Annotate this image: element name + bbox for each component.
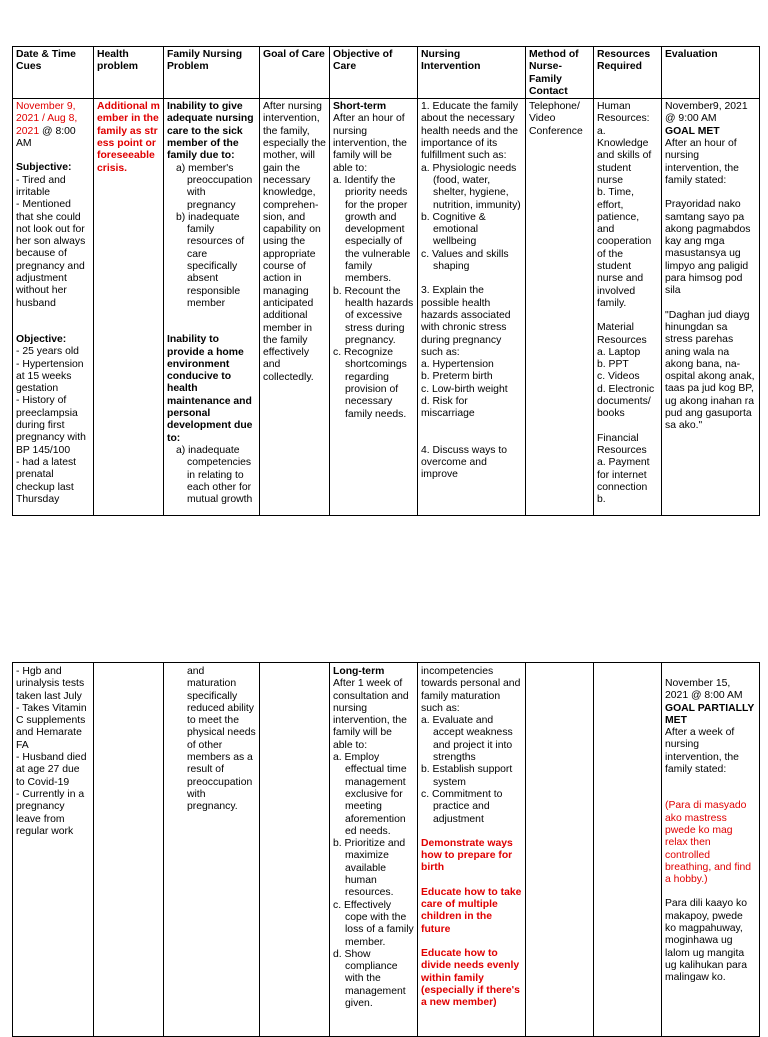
- goal-cell: [260, 99, 330, 516]
- eval-quote: "Daghan jud diayg hinungdan sa stress parehas aning wala na akong bana, na-ospital akong anak, taas pa jud kog BP, ug akong inahan ra pud ang gasuporta sa ako.": [665, 309, 755, 432]
- objective-item: - History of preeclampsia during first pregnancy with BP 145/100: [16, 395, 86, 456]
- subjective-item: - Tired and irritable: [16, 174, 66, 198]
- cue-item: - Husband died at age 27 due to Covid-19: [16, 752, 87, 788]
- intervention-4: 4. Discuss ways to overcome and improve: [421, 444, 508, 481]
- body-row: [13, 99, 760, 516]
- intervention-1-item: b. Cognitive & emotional wellbeing: [421, 211, 486, 248]
- objective-label: Objective:: [16, 333, 67, 345]
- cues-cell: [13, 663, 94, 1037]
- res-financial-item: a. Payment for internet connection: [597, 457, 650, 493]
- goal-cell: [260, 663, 330, 1037]
- intervention-3-item: c. Low-birth weight: [421, 383, 508, 395]
- fnp2-title: Inability to provide a home environment conducive to health maintenance and personal development due to:: [167, 334, 253, 444]
- intervention-3-item: a. Hypertension: [421, 359, 494, 371]
- res-material-item: b. PPT: [597, 359, 629, 371]
- subjective-item: - Mentioned that she could not look out for her son always because of pregnancy and adjustment without her husband: [16, 199, 86, 309]
- objective-cell: [330, 99, 418, 516]
- date-red: November 9, 2021 / Aug 8, 2021: [16, 101, 78, 137]
- intervention-red: Demonstrate ways how to prepare for birth: [421, 837, 513, 874]
- cues-cell: [13, 99, 94, 516]
- intervention-item: b. Establish support system: [421, 764, 513, 788]
- long-term-intro: After 1 week of consultation and nursing intervention, the family will be able to:: [333, 678, 409, 751]
- long-term-item: a. Employ effectual time management exclusive for meeting aforemention ed needs.: [333, 752, 407, 837]
- resources-cell: [594, 663, 662, 1037]
- intervention-item: a. Evaluate and accept weakness and project it into strengths: [421, 715, 513, 764]
- short-term-intro: After an hour of nursing intervention, the family will be able to:: [333, 113, 407, 174]
- evaluation-cell: [662, 99, 760, 516]
- intervention-cell: [418, 99, 526, 516]
- long-term-label: Long-term: [333, 666, 385, 677]
- fnp1-item: b) inadequate family resources of care specifically absent responsible member: [176, 211, 245, 309]
- intervention-red: Educate how to take care of multiple children in the future: [421, 886, 522, 935]
- header-health-problem: Health problem: [94, 47, 164, 99]
- family-problem-cell: [164, 99, 260, 516]
- header-objective: Objective of Care: [330, 47, 418, 99]
- family-problem-cell: [164, 663, 260, 1037]
- fnp2-item: a) inadequate competencies in relating to each other for mutual growth: [176, 444, 253, 506]
- header-intervention: Nursing Intervention: [418, 47, 526, 99]
- res-material-item: c. Videos: [597, 371, 640, 383]
- intervention-1: 1. Educate the family about the necessary health needs and the importance of its fulfillment such as:: [421, 101, 519, 162]
- eval-quote: Prayoridad nako samtang sayo pa akong pagmabdos kay ang mga masustansya ug limpyo ang paligid para himsog pod sila: [665, 199, 751, 297]
- body-row: [13, 663, 760, 1037]
- res-human-item: a. Knowledge and skills of student nurse: [597, 125, 652, 186]
- health-problem-text: Additional member in the family as stress point or foreseeable crisis.: [97, 101, 160, 174]
- cue-item: - Takes Vitamin C supplements and Hemarate FA: [16, 702, 87, 751]
- objective-item: - Hypertension at 15 weeks gestation: [16, 358, 84, 395]
- res-financial-label: Financial Resources: [597, 432, 647, 456]
- header-family-problem: Family Nursing Problem: [164, 47, 260, 99]
- res-material-label: Material Resources: [597, 322, 647, 346]
- short-term-item: b. Recount the health hazards of excessive stress during pregnancy.: [333, 285, 414, 346]
- res-material-item: d. Electronic documents/ books: [597, 383, 655, 420]
- cue-item: - Currently in a pregnancy leave from regular work: [16, 788, 85, 837]
- date-time: @ 8:00 AM: [16, 125, 76, 150]
- long-term-item: d. Show compliance with the management given.: [333, 948, 406, 1010]
- header-goal: Goal of Care: [260, 47, 330, 99]
- method-text: Telephone/ Video Conference: [529, 101, 583, 137]
- method-cell: [526, 99, 594, 516]
- short-term-item: a. Identify the priority needs for the proper growth and development especially of the vulnerable family members.: [333, 174, 411, 285]
- header-method: Method of Nurse-Family Contact: [526, 47, 594, 99]
- res-material-item: a. Laptop: [597, 346, 641, 358]
- objective-item: - had a latest prenatal checkup last Thursday: [16, 456, 77, 505]
- intervention-3-item: b. Preterm birth: [421, 371, 493, 383]
- intervention-cell: [418, 663, 526, 1037]
- health-problem-cell: [94, 663, 164, 1037]
- eval-status: GOAL PARTIALLY MET: [665, 702, 755, 726]
- cue-item: - Hgb and urinalysis tests taken last July: [16, 666, 85, 702]
- care-plan-table-page2: [12, 662, 760, 1037]
- objective-cell: [330, 663, 418, 1037]
- resources-cell: [594, 99, 662, 516]
- objective-item: - 25 years old: [16, 346, 79, 358]
- intervention-red: Educate how to divide needs evenly within family (especially if there's a new member): [421, 947, 520, 1009]
- eval-red: (Para di masyado ako mastress pwede ko mag relax then controlled breathing, and find a hobby.): [665, 800, 752, 886]
- short-term-label: Short-term: [333, 101, 387, 113]
- eval-status: GOAL MET: [665, 125, 720, 137]
- subjective-label: Subjective:: [16, 162, 72, 174]
- long-term-item: b. Prioritize and maximize available human resources.: [333, 838, 406, 899]
- intervention-1-item: a. Physiologic needs (food, water, shelter, hygiene, nutrition, immunity): [421, 162, 521, 211]
- eval-date: November 15, 2021 @ 8:00 AM: [665, 678, 743, 702]
- evaluation-cell: [662, 663, 760, 1037]
- care-plan-table-page1: [12, 46, 760, 516]
- short-term-item: c. Recognize shortcomings regarding provision of necessary family needs.: [333, 347, 407, 420]
- intervention-item: c. Commitment to practice and adjustment: [421, 788, 503, 825]
- fnp1-title: Inability to give adequate nursing care to the sick member of the family due to:: [167, 101, 254, 162]
- res-human-item: b. Time, effort, patience, and cooperation of the student nurse and involved family.: [597, 187, 652, 309]
- res-financial-item: b.: [597, 494, 606, 506]
- fnp-continued: and maturation specifically reduced ability to meet the physical needs of other members as a result of preoccupation with pregnancy.: [187, 666, 256, 813]
- long-term-item: c. Effectively cope with the loss of a family member.: [333, 899, 414, 948]
- res-human-label: Human Resources:: [597, 101, 650, 125]
- header-row: [13, 47, 760, 99]
- eval-intro: After an hour of nursing intervention, the family stated:: [665, 138, 739, 186]
- header-resources: Resources Required: [594, 47, 662, 99]
- eval-quote: Para dili kaayo ko makapoy, pwede ko magpahuway, moginhawa ug lalom ug mangita ug kalihukan para malingaw ko.: [665, 898, 748, 984]
- intervention-3: 3. Explain the possible health hazards associated with chronic stress during pregnancy such as:: [421, 285, 511, 358]
- intervention-1-item: c. Values and skills shaping: [421, 248, 509, 273]
- header-date-cues: Date & Time Cues: [13, 47, 94, 99]
- intervention-continued: incompetencies towards personal and family maturation such as:: [421, 666, 521, 714]
- health-problem-cell: [94, 99, 164, 516]
- eval-intro: After a week of nursing intervention, the family stated:: [665, 727, 739, 776]
- fnp1-item: a) member's preoccupation with pregnancy: [176, 162, 253, 211]
- goal-text: After nursing intervention, the family, especially the mother, will gain the necessary knowledge, comprehen-sion, and capability on using the appropriate course of action in managing anticipated additional member in the family effectively and collectedly.: [263, 101, 326, 383]
- method-cell: [526, 663, 594, 1037]
- header-evaluation: Evaluation: [662, 47, 760, 99]
- intervention-3-item: d. Risk for miscarriage: [421, 396, 475, 420]
- eval-date: November9, 2021 @ 9:00 AM: [665, 101, 748, 125]
